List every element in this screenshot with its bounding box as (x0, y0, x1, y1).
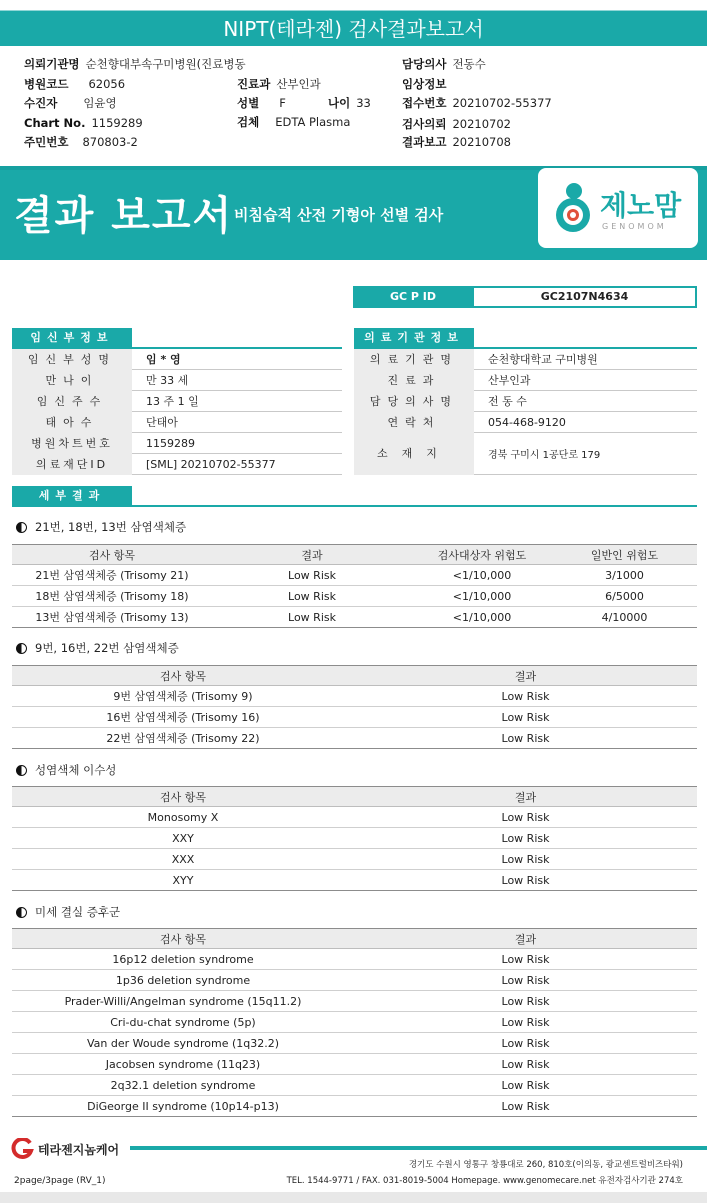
logo-text: 제노맘 (600, 189, 682, 222)
request-field: 검사의뢰 20210702 (402, 117, 511, 131)
column-header: 검사 항목 (12, 787, 354, 807)
pregnant-row: 임신주수 13 주 1 일 (12, 391, 342, 412)
patient-field: 수진자 임윤영 (24, 96, 117, 110)
table-row: 1p36 deletion syndrome Low Risk (12, 970, 697, 991)
report-date-field: 결과보고 20210708 (402, 135, 511, 149)
address-line: 경기도 수원시 영통구 창룡대로 260, 810호(이의동, 광교센트럴비즈타워) (408, 1160, 683, 1170)
specimen-field: 검체 EDTA Plasma (237, 115, 351, 129)
table-row: 22번 삼염색체증 (Trisomy 22) Low Risk (12, 728, 697, 749)
column-header: 결과 (354, 929, 697, 949)
sex-chromosome-table (12, 786, 697, 891)
receipt-field: 접수번호 20210702-55377 (402, 96, 552, 110)
report-title: NIPT(테라젠) 검사결과보고서 (0, 10, 707, 46)
detail-results-tab: 세부결과 (12, 486, 132, 506)
column-header: 검사 항목 (12, 929, 354, 949)
column-header: 결과 (354, 666, 697, 686)
genomom-logo (538, 168, 698, 248)
pregnant-info-tab: 임신부정보 (12, 328, 132, 348)
table-row: Monosomy X Low Risk (12, 807, 697, 828)
institution-info-tab: 의료기관정보 (354, 328, 474, 348)
gcp-id-label: GC P ID (389, 290, 437, 303)
table-row: 21번 삼염색체증 (Trisomy 21) Low Risk <1/10,000 3/1000 (12, 565, 697, 586)
table-row: XXY Low Risk (12, 828, 697, 849)
doctor-field: 담당의사 전동수 (402, 57, 486, 71)
section-heading-trisomy-9-16-22: 9번, 16번, 22번 삼염색체증 (16, 640, 179, 656)
column-header: 검사 항목 (12, 666, 354, 686)
gcp-id-box (353, 286, 697, 308)
table-row: Jacobsen syndrome (11q23) Low Risk (12, 1054, 697, 1075)
banner-subtitle: 비침습적 산전 기형아 선별 검사 (234, 206, 444, 224)
institution-row: 담당의사명 전 동 수 (354, 391, 697, 412)
column-header: 결과 (212, 545, 412, 565)
detail-results-line (12, 505, 697, 507)
terragen-logo-icon (10, 1138, 34, 1160)
institution-row: 연락처 054-468-9120 (354, 412, 697, 433)
table-row: Prader-Willi/Angelman syndrome (15q11.2) Low Risk (12, 991, 697, 1012)
trisomy-21-18-13-table (12, 544, 697, 628)
sex-field: 성별 F (237, 96, 286, 110)
column-header: 검사 항목 (12, 545, 212, 565)
code-field: 병원코드 62056 (24, 77, 126, 91)
half-circle-icon (16, 907, 27, 918)
chart-field: Chart No. 1159289 (24, 116, 143, 130)
pregnant-row: 만나이 만 33 세 (12, 370, 342, 391)
half-circle-icon (16, 643, 27, 654)
genomom-logo-icon (550, 182, 596, 234)
column-header: 결과 (354, 787, 697, 807)
bottom-strip (0, 1192, 707, 1203)
column-header: 검사대상자 위험도 (412, 545, 552, 565)
half-circle-icon (16, 522, 27, 533)
section-heading-trisomy-21-18-13: 21번, 18번, 13번 삼염색체증 (16, 519, 186, 535)
half-circle-icon (16, 765, 27, 776)
gcp-id-value: GC2107N4634 (474, 288, 695, 306)
institution-row: 의료기관명 순천향대학교 구미병원 (354, 349, 697, 370)
table-row: 18번 삼염색체증 (Trisomy 18) Low Risk <1/10,000 6/5000 (12, 586, 697, 607)
footer-line (130, 1146, 707, 1150)
table-row: XYY Low Risk (12, 870, 697, 891)
company-name: 테라젠지놈케어 (38, 1142, 120, 1157)
id-field: 주민번호 870803-2 (24, 135, 138, 149)
section-heading-microdeletion: 미세 결실 증후군 (16, 904, 120, 920)
age-field: 나이 33 (328, 96, 371, 110)
dept-field: 진료과 산부인과 (237, 77, 321, 91)
table-row: Van der Woude syndrome (1q32.2) Low Risk (12, 1033, 697, 1054)
column-header: 일반인 위험도 (552, 545, 697, 565)
pregnant-row: 태아수 단태아 (12, 412, 342, 433)
logo-subtext: GENOMOM (602, 222, 667, 231)
banner-title: 결과 보고서 (14, 193, 234, 239)
institution-row: 진료과 산부인과 (354, 370, 697, 391)
contact-line: TEL. 1544-9771 / FAX. 031-8019-5004 Homepage. www.genomecare.net 유전자검사기관 274호 (286, 1176, 683, 1186)
microdeletion-table (12, 928, 697, 1117)
table-row: 16번 삼염색체증 (Trisomy 16) Low Risk (12, 707, 697, 728)
footer-address (287, 1157, 683, 1189)
table-row: 16p12 deletion syndrome Low Risk (12, 949, 697, 970)
pregnant-row: 의료재단ID [SML] 20210702-55377 (12, 454, 342, 475)
table-row: 9번 삼염색체증 (Trisomy 9) Low Risk (12, 686, 697, 707)
clinical-field: 임상정보 (402, 77, 447, 91)
table-row: XXX Low Risk (12, 849, 697, 870)
pregnant-row: 병원차트번호 1159289 (12, 433, 342, 454)
institution-row: 소재지 경북 구미시 1공단로 179 (354, 433, 697, 475)
trisomy-9-16-22-table (12, 665, 697, 749)
table-row: Cri-du-chat syndrome (5p) Low Risk (12, 1012, 697, 1033)
report-banner (0, 166, 707, 260)
section-heading-sex-chromosome: 성염색체 이수성 (16, 762, 116, 778)
pregnant-row: 임신부성명 임 * 영 (12, 349, 342, 370)
page-number: 2page/3page (RV_1) (14, 1176, 106, 1186)
table-row: DiGeorge II syndrome (10p14-p13) Low Risk (12, 1096, 697, 1117)
table-row: 2q32.1 deletion syndrome Low Risk (12, 1075, 697, 1096)
terragen-logo (10, 1138, 119, 1160)
hospital-field: 의뢰기관명 순천향대부속구미병원(진료병동 (24, 57, 246, 71)
table-row: 13번 삼염색체증 (Trisomy 13) Low Risk <1/10,000 4/10000 (12, 607, 697, 628)
